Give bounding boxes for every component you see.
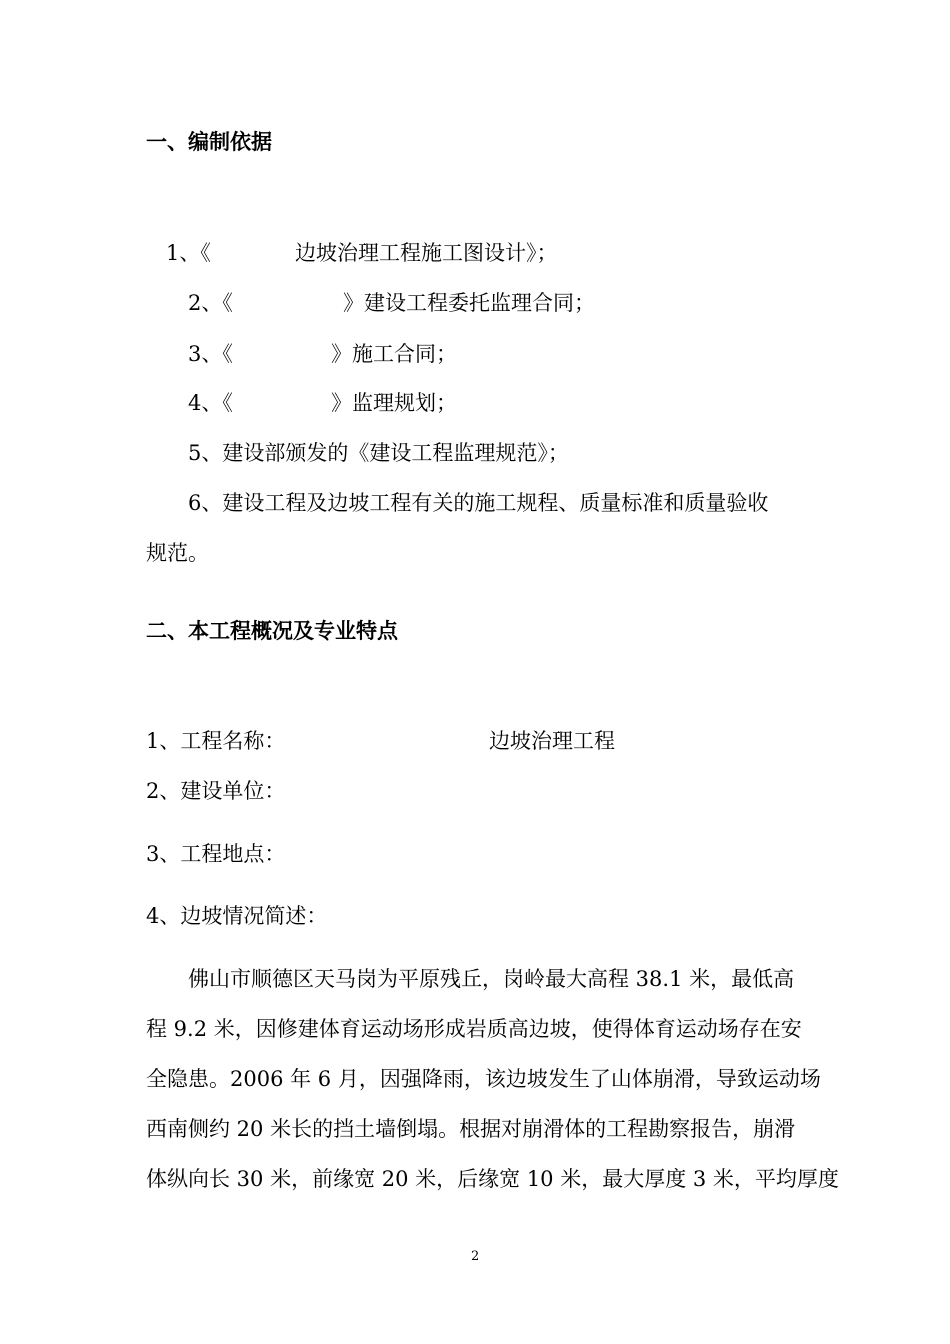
project-name-label: 1、工程名称： [146,729,286,753]
section-heading-basis: 一、编制依据 [146,129,272,154]
basis-item-3-prefix: 3、《 [188,342,233,366]
basis-item-4-prefix: 4、《 [188,391,233,415]
basis-item-1-text: 边坡治理工程施工图设计》； [295,241,558,265]
basis-item-2-text: 》建设工程委托监理合同； [343,291,595,315]
slope-body-line-3: 全隐患。2006 年 6 月，因强降雨，该边坡发生了山体崩滑，导致运动场 [146,1067,821,1091]
project-name-value: 边坡治理工程 [489,729,615,753]
basis-item-4-text: 》监理规划； [331,391,457,415]
slope-body-line-2: 程 9.2 米，因修建体育运动场形成岩质高边坡，使得体育运动场存在安 [146,1017,802,1041]
page-number: 2 [471,1249,480,1264]
slope-body-line-1: 佛山市顺德区天马岗为平原残丘，岗岭最大高程 38.1 米，最低高 [188,967,795,991]
owner-label: 2、建设单位： [146,779,286,803]
section-heading-overview: 二、本工程概况及专业特点 [146,618,398,643]
basis-item-5: 5、建设部颁发的《建设工程监理规范》； [188,441,569,465]
location-label: 3、工程地点： [146,842,286,866]
basis-item-2-prefix: 2、《 [188,291,233,315]
basis-item-3-text: 》施工合同； [331,342,457,366]
basis-item-6: 6、建设工程及边坡工程有关的施工规程、质量标准和质量验收 [188,491,769,515]
basis-item-6-continued: 规范。 [146,541,209,565]
slope-body-line-5: 体纵向长 30 米，前缘宽 20 米，后缘宽 10 米，最大厚度 3 米，平均厚度 [146,1167,839,1191]
slope-body-line-4: 西南侧约 20 米长的挡土墙倒塌。根据对崩滑体的工程勘察报告，崩滑 [146,1117,796,1141]
slope-summary-label: 4、边坡情况简述： [146,904,328,928]
basis-item-1-prefix: 1、《 [166,241,211,265]
